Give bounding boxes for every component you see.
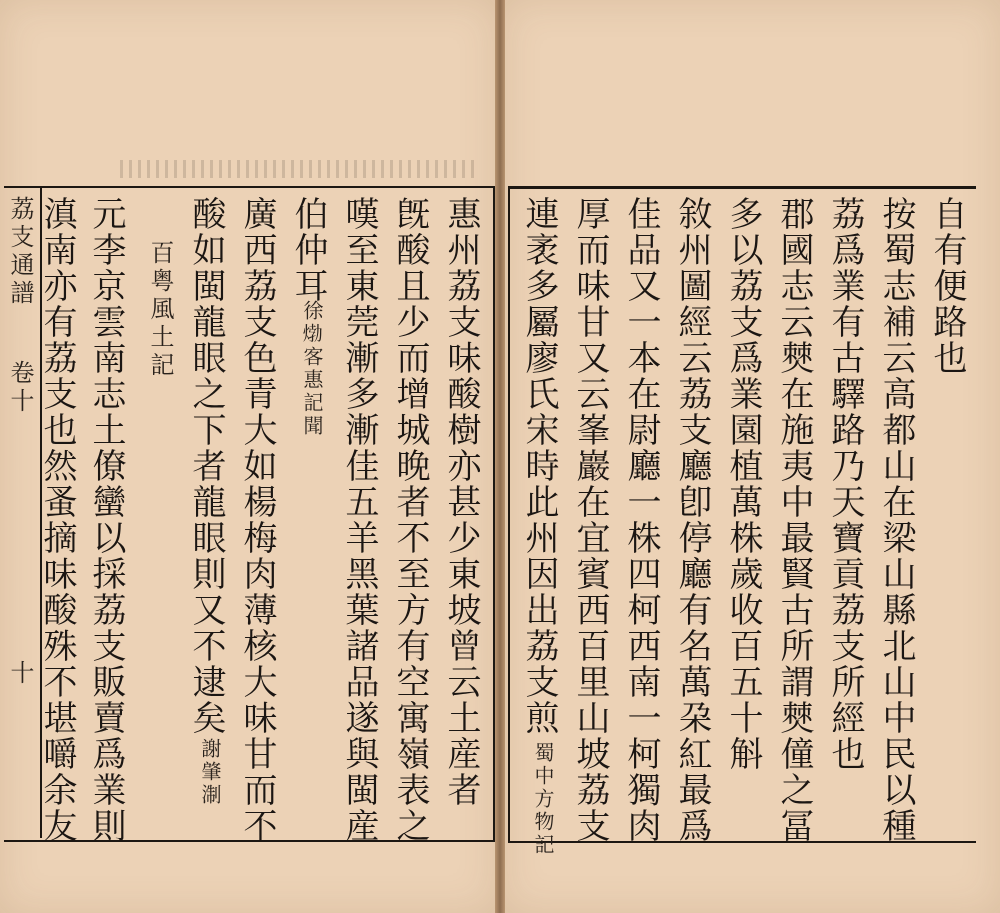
text-column-r8: 厚而味甘又云峯巖在宜賓西百里山坡荔支	[570, 196, 610, 844]
citation-note-r9: 蜀中方物記	[531, 742, 555, 857]
text-column-r6: 敘州圖經云荔支廳卽停廳有名萬朶紅最爲	[672, 196, 712, 844]
book-spine	[495, 0, 505, 913]
text-column-l8: 元李京雲南志土僚蠻以採荔支販賣爲業則	[86, 196, 126, 844]
text-column-r7: 佳品又一本在尉廳一株四柯西南一柯獨肉	[621, 196, 661, 844]
text-column-l9: 滇南亦有荔支也然蚤摘味酸殊不堪嚼余友	[37, 196, 77, 844]
text-column-r1: 自有便路也	[927, 196, 967, 376]
citation-note-l6: 謝肇淛	[198, 738, 222, 807]
book-title: 荔支通譜	[6, 196, 34, 308]
text-column-l5: 廣西荔支色青大如楊梅肉薄核大味甘而不	[237, 196, 277, 844]
text-column-l3: 嘆至東莞漸多漸佳五羊黑葉諸品遂與閩産	[339, 196, 379, 844]
text-column-r3: 荔爲業有古驛路乃天寶貢荔支所經也	[825, 196, 865, 772]
text-column-l7: 百粤風土記	[146, 240, 174, 380]
text-column-r5: 多以荔支爲業園植萬株歲收百五十斛	[723, 196, 763, 772]
text-column-l2: 旣酸且少而增城晚者不至方有空寓嶺表之	[390, 196, 430, 844]
text-column-l4: 伯仲耳	[288, 196, 328, 304]
bleed-through-marks	[120, 160, 480, 178]
text-column-r4: 郡國志云僰在施夷中最賢古所謂僰僮之冨	[774, 196, 814, 844]
volume-number: 卷十	[6, 360, 34, 416]
text-column-r9: 連袤多屬廖氏宋時此州因出荔支煎	[519, 196, 559, 736]
citation-note-l4: 徐𤊹客惠記聞	[300, 300, 324, 438]
text-column-l1: 惠州荔支味酸樹亦甚少東坡曾云土産者	[441, 196, 481, 808]
text-column-l6: 酸如閩龍眼之下者龍眼則又不逮矣	[186, 196, 226, 736]
text-column-r2: 按蜀志補云高都山在梁山縣北山中民以種	[876, 196, 916, 844]
page-number: 十	[6, 660, 34, 688]
